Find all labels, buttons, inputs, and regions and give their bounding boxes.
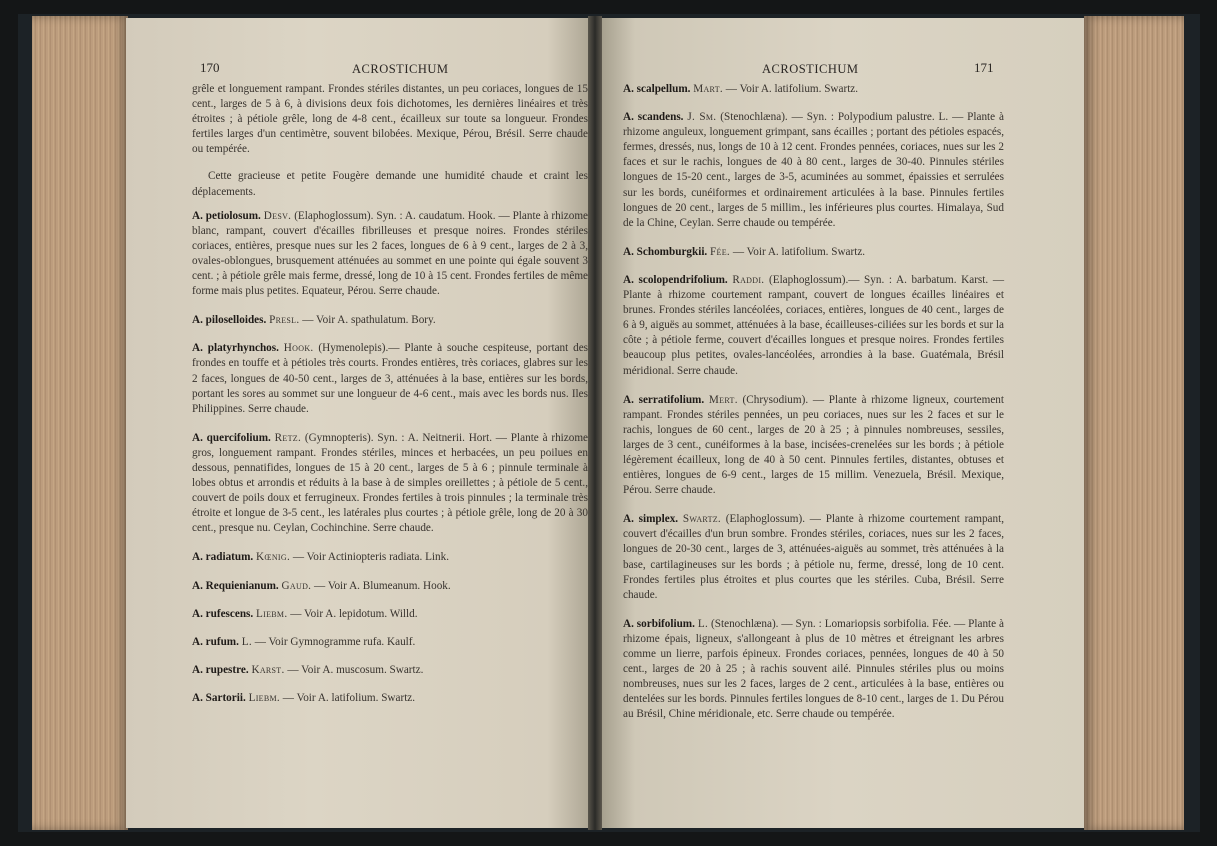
- entry-headword: A. platyrhynchos.: [192, 342, 279, 355]
- dictionary-entry: [192, 579, 588, 594]
- entry-headword: A. serratifolium.: [623, 393, 705, 406]
- dictionary-entry: [192, 635, 588, 650]
- entry-author: L.: [241, 635, 252, 648]
- paragraph: [192, 169, 588, 199]
- entry-headword: A. quercifolium.: [192, 431, 271, 444]
- entry-author: Kœnig.: [256, 551, 291, 564]
- entry-text: Cette gracieuse et petite Fougère demande une humidité chaude et craint les déplacements.: [192, 170, 588, 198]
- dictionary-entry: [623, 273, 1004, 379]
- entry-author: Fée.: [710, 245, 731, 258]
- page-edges-left: [32, 16, 128, 830]
- page-number: 170: [200, 60, 220, 75]
- entry-headword: A. rufum.: [192, 635, 239, 648]
- entry-text: (Gymnopteris). Syn. : A. Neitnerii. Hort. — Plante à rhizome gros, longuement rampant. Frondes stériles, minces et herbacées, un peu poilues en dessous, pennatifides, longues de 15 à 20 cent., larges de 5 à 6 ; pinnule terminale à lobes obtus et arrondis et réduits à la base à de simples oreillettes ; à pétiole de 5 cent., couvert de poils doux et ferrugineux. Frondes fertiles à trois pinnules ; la terminale très étroite et longue de 3-5 cent., les latérales plus courtes ; à pétiole grêle, long de 20 à 30 cent., presque nu. Ceylan, Cochinchine. Serre chaude.: [192, 431, 589, 535]
- entry-author: Desv.: [263, 209, 292, 222]
- entry-author: Gaud.: [281, 579, 312, 592]
- entry-headword: A. rufescens.: [192, 607, 254, 620]
- book-gutter: [588, 16, 602, 830]
- entry-author: Liebm.: [256, 607, 288, 620]
- entry-author: Swartz.: [682, 513, 722, 526]
- entry-text: (Elaphoglossum). Syn. : A. caudatum. Hook. — Plante à rhizome blanc, rampant, couvert d'écailles fibrilleuses et presque noires. Frondes stériles coriaces, entières, presque nues sur les 2 faces, longues de 6 à 9 cent., larges de 2 à 3, ovales-oblongues, brusquement atténuées au sommet en une pointe qui égale souvent 3 cent. ; à pétiole grêle mais ferme, dressé, long de 10 à 15 cent. Frondes fertiles de même forme mais plus petites. Equateur, Pérou. Serre chaude.: [192, 209, 589, 298]
- dictionary-entry: [192, 607, 588, 622]
- entry-headword: A. simplex.: [623, 513, 679, 526]
- entry-author: Raddi.: [732, 273, 765, 286]
- dictionary-entry: [192, 431, 588, 537]
- running-head: ACROSTICHUM: [352, 62, 449, 76]
- entry-author: Hook.: [283, 342, 314, 355]
- entry-text: (Stenochlæna). — Syn. : Lomariopsis sorbifolia. Fée. — Plante à rhizome épais, ligneux, s'allongeant à plus de 10 mètres et étreignant les arbres comme un lierre, parfois épineux. Frondes coriaces, pennées, longues de 40 à 50 cent., larges de 20 à 25 ; à rachis souvent ailé. Pinnules stériles plus ou moins nombreuses, nues sur les 2 faces, larges de 2 cent., articulées à la base, entières ou dentelées sur les bords. Pinnules fertiles longues de 8-10 cent., larges de 1. Du Pérou au Brésil, Chine méridionale, etc. Serre chaude ou tempérée.: [623, 617, 1005, 721]
- entry-headword: A. petiolosum.: [192, 209, 261, 222]
- entry-text: — Voir A. muscosum. Swartz.: [287, 663, 424, 676]
- entry-headword: A. scalpellum.: [623, 83, 691, 95]
- entry-author: L.: [697, 617, 709, 630]
- entry-text: grêle et longuement rampant. Frondes stériles distantes, un peu coriaces, longues de 15 cent., larges de 5 à 6, à divisions deux fois dichotomes, les dernières linéaires et très étroites ; à pétiole grêle, long de 4-8 cent., écailleux sur toute sa longueur. Frondes fertiles larges d'un centimètre, souvent bilobées. Mexique, Pérou, Brésil. Serre chaude ou tempérée.: [192, 83, 588, 156]
- dictionary-entry: [623, 617, 1004, 723]
- entry-headword: A. Requienianum.: [192, 579, 279, 592]
- dictionary-entry: [192, 663, 588, 678]
- dictionary-entry: [192, 691, 588, 706]
- text-column: [623, 82, 1004, 736]
- entry-author: Mert.: [708, 393, 738, 406]
- entry-headword: A. rupestre.: [192, 663, 249, 676]
- entry-headword: A. sorbifolium.: [623, 617, 695, 630]
- entry-author: Retz.: [274, 431, 302, 444]
- paragraph: [192, 82, 588, 157]
- entry-text: — Voir A. latifolium. Swartz.: [732, 245, 866, 258]
- dictionary-entry: [623, 82, 1004, 97]
- entry-text: — Voir Actiniopteris radiata. Link.: [292, 551, 450, 564]
- entry-text: (Hymenolepis).— Plante à souche cespiteuse, portant des frondes en touffe et à pétioles très courts. Frondes entières, très coriaces, glabres sur les 2 faces, longues de 40-50 cent., larges de 3, atténuées à la base, entières sur les bords, portant les sores au sommet sur une longueur de 4-6 cent., mais avec les bords nus. Iles Philippines. Serre chaude.: [192, 342, 589, 415]
- entry-text: (Chrysodium). — Plante à rhizome ligneux, courtement rampant. Frondes stériles pennées, un peu coriaces, nues sur les 2 faces et sur le rachis, longues de 60 cent., larges de 20 à 25 ; à pinnules nombreuses, sessiles, larges de 3 cent., cunéiformes à la base, incisées-crenelées sur les bords ; à pétiole légèrement écailleux, long de 40 à 50 cent. Pinnules fertiles, distantes, obtuses et entières, longues de 6-9 cent., larges de 15 millim. Venezuela, Brésil. Mexique, Pérou. Serre chaude.: [623, 393, 1005, 497]
- entry-author: J. Sm.: [687, 111, 717, 124]
- left-page: [126, 18, 594, 828]
- entry-headword: A. scandens.: [623, 111, 684, 124]
- dictionary-entry: [192, 313, 588, 328]
- dictionary-entry: [192, 341, 588, 416]
- entry-headword: A. Sartorii.: [192, 691, 246, 704]
- entry-author: Karst.: [251, 663, 285, 676]
- entry-text: — Voir Gymnogramme rufa. Kaulf.: [254, 635, 416, 648]
- running-head: ACROSTICHUM: [762, 62, 859, 76]
- entry-text: — Voir A. lepidotum. Willd.: [290, 607, 418, 620]
- dictionary-entry: [623, 512, 1004, 603]
- entry-author: Mart.: [693, 83, 723, 95]
- entry-text: — Voir A. spathulatum. Bory.: [302, 314, 436, 327]
- dictionary-entry: [192, 550, 588, 565]
- dictionary-entry: [623, 393, 1004, 499]
- dictionary-entry: [623, 110, 1004, 231]
- entry-headword: A. scolopendrifolium.: [623, 273, 728, 286]
- entry-author: Presl.: [269, 314, 300, 327]
- text-column: [192, 82, 588, 719]
- entry-author: Liebm.: [248, 691, 280, 704]
- dictionary-entry: [623, 245, 1004, 260]
- entry-text: — Voir A. Blumeanum. Hook.: [314, 579, 451, 592]
- right-page: [596, 18, 1084, 828]
- entry-headword: A. Schomburgkii.: [623, 245, 708, 258]
- dictionary-entry: [192, 209, 588, 300]
- entry-text: (Elaphoglossum). — Plante à rhizome courtement rampant, couvert d'écailles d'un brun sombre. Frondes stériles, coriaces, nues sur les 2 faces, longues de 20-30 cent., larges de 3, atténuées-aiguës au sommet, très atténuées à la base, cartilagineuses sur les bords ; à pétiole nu, ferme, dressé, long de 10 cent. Frondes fertiles plus étroites et plus courtes que les stériles. Cuba, Brésil. Serre chaude.: [623, 513, 1005, 601]
- entry-text: (Stenochlæna). — Syn. : Polypodium palustre. L. — Plante à rhizome anguleux, longuement grimpant, sans écailles ; portant des pétioles espacés, fermes, dressés, nus, longs de 10 à 12 cent. Frondes pennées, coriaces, nues sur les 2 faces et sur le rachis, longues de 40 à 80 cent., larges de 30-40. Pinnules stériles longues de 15-20 cent., larges de 3-5, acuminées au sommet, épaissies et serrulées sur les bords, cunéiformes et ordinairement articulées à la base. Pinnules fertiles longues de 20 cent., larges de 5 millim., les inférieures plus courtes. Himalaya, Sud de la Chine, Ceylan. Serre chaude ou tempérée.: [623, 111, 1005, 229]
- entry-text: — Voir A. latifolium. Swartz.: [282, 691, 416, 704]
- entry-text: — Voir A. latifolium. Swartz.: [725, 83, 859, 95]
- entry-text: (Elaphoglossum).— Syn. : A. barbatum. Karst. — Plante à rhizome courtement rampant, couvert de longues écailles linéaires et brunes. Frondes stériles lancéolées, coriaces, entières, longues de 40 cent., larges de 6 à 9, aiguës au sommet, atténuées à la base, écailleuses-ciliées sur les bords et sur la côte ; à pétiole ferme, couvert d'écailles longues et presque noires. Frondes fertiles beaucoup plus petites, ovales-lancéolées, arrondies à la base. Guatémala, Brésil méridional. Serre chaude.: [623, 273, 1005, 377]
- entry-headword: A. piloselloides.: [192, 314, 267, 327]
- page-number: 171: [974, 60, 994, 75]
- entry-headword: A. radiatum.: [192, 551, 254, 564]
- page-edges-right: [1084, 16, 1184, 830]
